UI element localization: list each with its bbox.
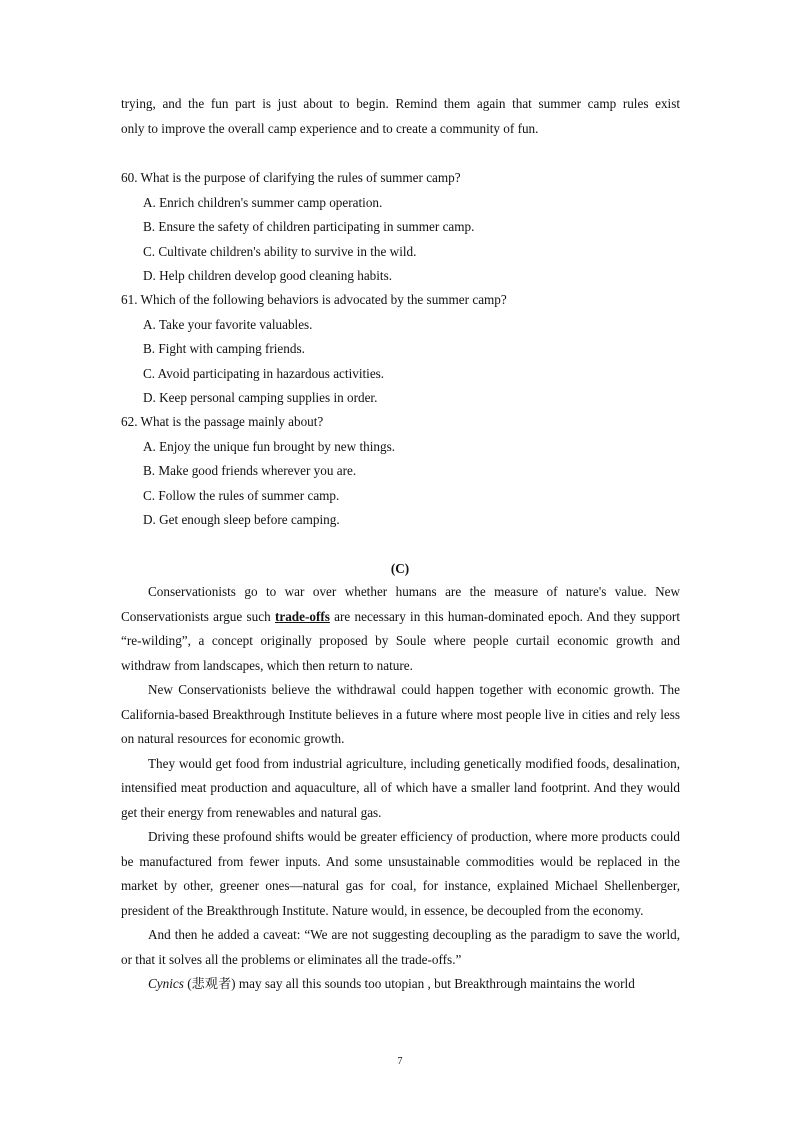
page-number: 7 (397, 1056, 403, 1067)
italic-term: Cynics (148, 976, 184, 991)
intro-line-2: only to improve the overall camp experience and to create a community of fun. (121, 120, 539, 136)
underlined-term: trade-offs (274, 608, 330, 624)
section-heading: (C) (390, 561, 410, 576)
intro-line-1: trying, and the fun part is just about to begin. Remind them again that summer camp rules exist (121, 96, 680, 111)
option-c: C. Avoid participating in hazardous activities. (143, 365, 385, 381)
paragraph-3: They would get food from industrial agriculture, including genetically modified foods, desalination, intensified meat production and aquaculture, all of which have a smaller land footprint. And they would get their energy from renewables and natural gas. (121, 755, 680, 820)
option-d: D. Help children develop good cleaning habits. (143, 268, 393, 283)
option-a: A. Enrich children's summer camp operation. (143, 194, 383, 210)
paragraph-5: And then he added a caveat: “We are not suggesting decoupling as the paradigm to save the world, or that it solves all the problems or eliminates all the trade-offs.” (121, 927, 680, 967)
option-c: C. Cultivate children's ability to survive in the wild. (143, 243, 417, 259)
question-62 (121, 410, 680, 533)
option-b: B. Make good friends wherever you are. (143, 463, 357, 478)
question-stem: 60. What is the purpose of clarifying the rules of summer camp? (121, 170, 461, 185)
paragraph-1: Conservationists go to war over whether humans are the measure of nature's value. New Conservationists argue such trade-offs are necessary in this human-dominated epoch. And they support “re-wilding”, a concept originally proposed by Soule where people curtail economic growth and withdraw from landscapes, which then return to nature. (121, 584, 680, 673)
option-c: C. Follow the rules of summer camp. (143, 487, 340, 503)
paragraph-6: Cynics (悲观者) may say all this sounds too utopian , but Breakthrough maintains the world (148, 976, 635, 991)
option-b: B. Ensure the safety of children participating in summer camp. (143, 219, 475, 234)
intro-continuation (121, 92, 680, 141)
question-stem: 62. What is the passage mainly about? (121, 414, 324, 429)
option-b: B. Fight with camping friends. (143, 341, 305, 356)
paragraph-2: New Conservationists believe the withdrawal could happen together with economic growth. The California-based Breakthrough Institute believes in a future where most people live in cities and rely less on natural resources for economic growth. (121, 682, 680, 746)
passage-c (121, 580, 680, 997)
question-stem: 61. Which of the following behaviors is advocated by the summer camp? (121, 292, 507, 307)
question-60 (121, 166, 680, 289)
option-d: D. Keep personal camping supplies in order. (143, 390, 378, 405)
paragraph-4: Driving these profound shifts would be greater efficiency of production, where more products could be manufactured from fewer inputs. And some unsustainable commodities would be replaced in the market by other, greener ones—natural gas for coal, for instance, explained Michael Shellenberger, president of the Breakthrough Institute. Nature would, in essence, be decoupled from the economy. (121, 829, 680, 918)
option-a: A. Enjoy the unique fun brought by new things. (143, 438, 395, 454)
option-d: D. Get enough sleep before camping. (143, 512, 340, 527)
question-61 (121, 288, 680, 411)
option-a: A. Take your favorite valuables. (143, 316, 313, 332)
